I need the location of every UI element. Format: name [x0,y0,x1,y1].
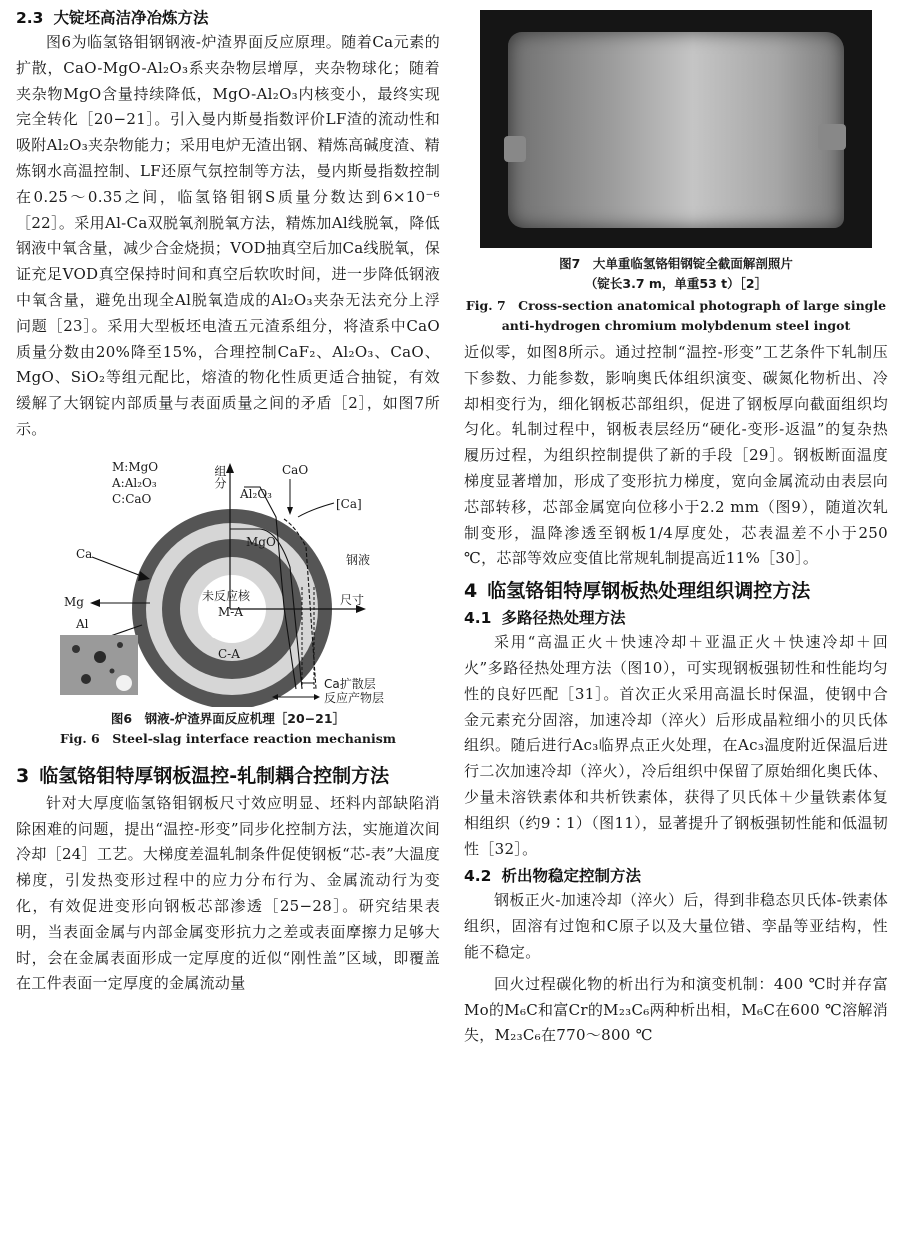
label-ca-diffusion-layer: Ca扩散层 [324,676,376,691]
label-ring-ma: M-A [218,604,244,619]
y-axis-label: 组分 [213,464,227,489]
cao-arrow-head [287,507,293,515]
section-title: 析出物稳定控制方法 [501,867,641,886]
figure-7-caption-cn-2: （锭长3.7 m，单重53 t）［2］ [584,276,768,291]
legend-mgo: M:MgO [112,459,159,474]
section-2-3-heading [16,6,440,30]
label-reaction-product-layer: 反应产物层 [324,690,385,705]
section-4-1-heading [464,606,888,630]
section-title: 临氢铬钼特厚钢板温控-轧制耦合控制方法 [39,764,390,787]
section-number: 4.2 [464,867,492,886]
section-3-heading [16,761,440,791]
left-column [16,6,440,997]
ca-arrow [92,557,144,577]
mg-arrow-head [90,599,100,607]
paragraph-2-3: 图6为临氢铬钼钢钢液-炉渣界面反应原理。随着Ca元素的扩散，CaO-MgO-Al₂O₃系夹杂物层增厚，夹杂物球化；随着夹杂物MgO含量持续降低，MgO-Al₂O₃内核变小，最终实现完全转化［20−21］。引入曼内斯曼指数评价LF渣的流动性和吸附Al₂O₃夹杂物能力；采用电炉无渣出钢、精炼高碱度渣、精炼钢水高温控制、LF还原气氛控制等方法，曼内斯曼指数控制在0.25～0.35之间，临氢铬钼钢S质量分数达到6×10⁻⁶［22］。采用Al-Ca双脱氧剂脱氧方法，精炼加Al线脱氧，降低钢液中氧含量，减少合金烧损；VOD抽真空后加Ca线脱氧，保证充足VOD真空保持时间和真空后软吹时间，进一步降低钢液中氧含量，避免出现全Al脱氧造成的Al₂O₃夹杂无法充分上浮问题［23］。采用大型板坯电渣五元渣系组分，将渣系中CaO质量分数由20%降至15%，合理控制CaF₂、Al₂O₃、CaO、MgO、SiO₂等组元配比，熔渣的物化性质更适合抽锭，有效缓解了大钢锭内部质量与表面质量之间的矛盾［2］，如图7所示。 [16,33,441,438]
section-number: 4 [464,580,478,603]
section-title: 多路径热处理方法 [501,609,626,628]
figure-7-caption-en-2: anti-hydrogen chromium molybdenum steel ingot [501,318,851,333]
figure-6-caption [16,709,440,749]
legend-cao: C:CaO [112,491,152,506]
label-al2o3: Al₂O₃ [240,486,272,501]
ingot-cross-section-photo [480,10,872,248]
label-cao: CaO [282,462,309,477]
label-ring-ca: C-A [218,646,240,661]
ingot-stub-left [504,136,526,162]
label-ca-bracket: [Ca] [336,496,362,511]
figure-6-caption-en: Fig. 6 Steel-slag interface reaction mechanism [59,730,397,746]
label-mgo: MgO [246,534,276,549]
figure-6-caption-cn: 图6 钢液-炉渣界面反应机理［20−21］ [110,710,346,726]
ingot-stub-right [818,124,846,150]
paragraph-3: 针对大厚度临氢铬钼钢板尺寸效应明显、坯料内部缺陷消除困难的问题，提出“温控-形变”同步化控制方法，实施道次间冷却［24］工艺。大梯度差温轧制条件促使钢板“芯-表”大温度梯度，引发热变形过程中的应力分布行为、金属流动行为变化，有效促进变形向钢板芯部渗透［25−28］。研究结果表明，当表面金属与内部金属变形抗力之差或表面摩擦力足够大时，会在金属表面形成一定厚度的近似“刚性盖”区域，即覆盖在工件表面一定厚度的金属流动量 [16,793,440,993]
section-number: 2.3 [16,9,44,27]
right-column [464,6,888,1049]
ca-bracket-leader [298,503,334,517]
section-title: 大锭坯高洁净冶炼方法 [53,9,209,27]
figure-7-caption-en-1: Fig. 7 Cross-section anatomical photograph of large single [465,298,887,313]
paragraph-3-continued: 近似零，如图8所示。通过控制“温控-形变”工艺条件下轧制压下参数、力能参数，影响奥氏体组织演变、碳氮化物析出、冷却相变行为，细化钢板芯部组织，促进了钢板厚向截面组织均匀化。轧制过程中，钢板表层经历“硬化-变形-返温”的复杂热履历过程，为组织控制提供了新的手段［29］。钢板断面温度梯度显著增加，形成了变形抗力梯度，宽向金属流动由表层向芯部转移，芯部金属宽向位移小于2.2 mm（图9），随道次轧制变形，温降渗透至钢板1/4厚度处，芯表温差不小于250 ℃，芯部等效应变值比常规轧制提高近11%［30］。 [464,343,888,568]
ingot-section [508,32,844,228]
label-steel-liquid: 钢液 [346,552,371,567]
paragraph-4-1: 采用“高温正火＋快速冷却＋亚温正火＋快速冷却＋回火”多路径热处理方法（图10），可实现钢板强韧性和性能均匀性的良好匹配［31］。首次正火采用高温长时保温，使钢中合金元素充分固溶，加速冷却（淬火）后形成晶粒细小的贝氏体组织。随后进行Ac₃临界点正火处理，在Ac₃温度附近保温后进行二次加速冷却（淬火），冷后组织中保留了原始细化奥氏体、少量未溶铁素体和共析铁素体，获得了贝氏体＋少量铁素体复相组织（约9∶1）（图11），显著提升了钢板强韧性能和低温韧性［32］。 [464,633,888,858]
section-number: 3 [16,764,30,787]
paragraph-4-2: 钢板正火-加速冷却（淬火）后，得到非稳态贝氏体-铁素体组织，固溶有过饱和C原子以及大量位错、孪晶等亚结构，性能不稳定。 [464,891,888,961]
section-number: 4.1 [464,609,492,628]
figure-6 [16,457,440,749]
legend-al2o3: A:Al₂O₃ [112,475,157,490]
figure-6-legend [112,459,158,507]
section-4-2-heading [464,864,888,888]
paragraph-4-2-tempering: 回火过程碳化物的析出行为和演变机制：400 ℃时并存富Mo的M₆C和富Cr的M₂₃C₆两种析出相，M₆C在600 ℃溶解消失，M₂₃C₆在770～800 ℃ [464,974,888,1045]
x-axis-label: 尺寸 [340,592,365,607]
reaction-mechanism-diagram [16,457,440,707]
label-mg: Mg [64,594,84,609]
figure-7-caption-cn-1: 图7 大单重临氢铬钼钢锭全截面解剖照片 [559,256,793,271]
section-4-heading [464,576,888,606]
label-unreacted-core: 未反应核 [202,588,251,603]
label-al: Al [76,616,89,631]
label-ring-cma: C-M-A [210,626,249,641]
section-title: 临氢铬钼特厚钢板热处理组织调控方法 [487,580,811,603]
figure-7 [464,10,888,336]
label-ca: Ca [76,546,93,561]
